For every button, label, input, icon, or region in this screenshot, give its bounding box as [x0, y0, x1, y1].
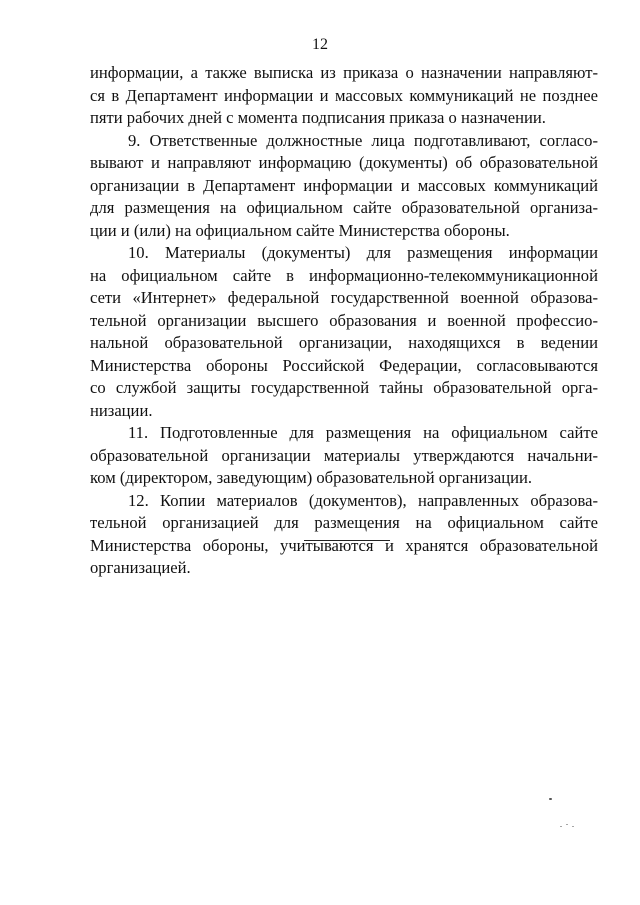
end-of-text-rule — [304, 540, 390, 541]
text-line: вывают и направляют информацию (документы) об образовательной — [90, 153, 598, 172]
text-line: организацией. — [90, 558, 191, 577]
text-line: нальной образовательной организации, находящихся в ведении — [90, 333, 598, 352]
text-line: Министерства обороны, учитываются и хранятся образовательной — [90, 535, 598, 555]
text-line: ции и (или) на официальном сайте Министерства обороны. — [90, 220, 510, 240]
text-line: 12. Копии материалов (документов), направленных образова- — [128, 490, 598, 510]
paragraph-item-10 — [90, 242, 598, 422]
text-line: пяти рабочих дней с момента подписания приказа о назначении. — [90, 108, 546, 127]
text-line: на официальном сайте в информационно-телекоммуникационной — [90, 265, 598, 285]
paragraph-item-11 — [90, 422, 598, 490]
scan-speck — [549, 798, 552, 800]
scan-speck — [572, 826, 574, 827]
paragraph-item-12 — [90, 490, 598, 580]
text-line: со службой защиты государственной тайны образовательной орга- — [90, 378, 598, 397]
text-line: Министерства обороны Российской Федерации, согласовываются — [90, 355, 598, 375]
text-line: тельной организации высшего образования и военной профессио- — [90, 310, 598, 330]
text-line: организации в Департамент информации и массовых коммуникаций — [90, 175, 598, 195]
text-line: информации, а также выписка из приказа о назначении направляют- — [90, 63, 598, 82]
text-line: 10. Материалы (документы) для размещения информации — [128, 243, 598, 262]
paragraph-continuation — [90, 62, 598, 130]
document-body — [90, 62, 598, 580]
scan-speck — [560, 826, 562, 827]
text-line: образовательной организации материалы утверждаются начальни- — [90, 445, 598, 465]
page-number: 12 — [312, 36, 328, 53]
text-line: сети «Интернет» федеральной государственной военной образова- — [90, 288, 598, 307]
text-line: 11. Подготовленные для размещения на официальном сайте — [128, 423, 598, 442]
text-line: низации. — [90, 400, 153, 420]
text-line: для размещения на официальном сайте образовательной организа- — [90, 198, 598, 217]
scan-speck — [566, 824, 568, 825]
text-line: 9. Ответственные должностные лица подготавливают, согласо- — [128, 130, 598, 150]
text-line: ком (директором, заведующим) образовательной организации. — [90, 468, 532, 487]
text-line: ся в Департамент информации и массовых коммуникаций не позднее — [90, 85, 598, 105]
text-line: тельной организацией для размещения на официальном сайте — [90, 513, 598, 532]
paragraph-item-9 — [90, 130, 598, 243]
